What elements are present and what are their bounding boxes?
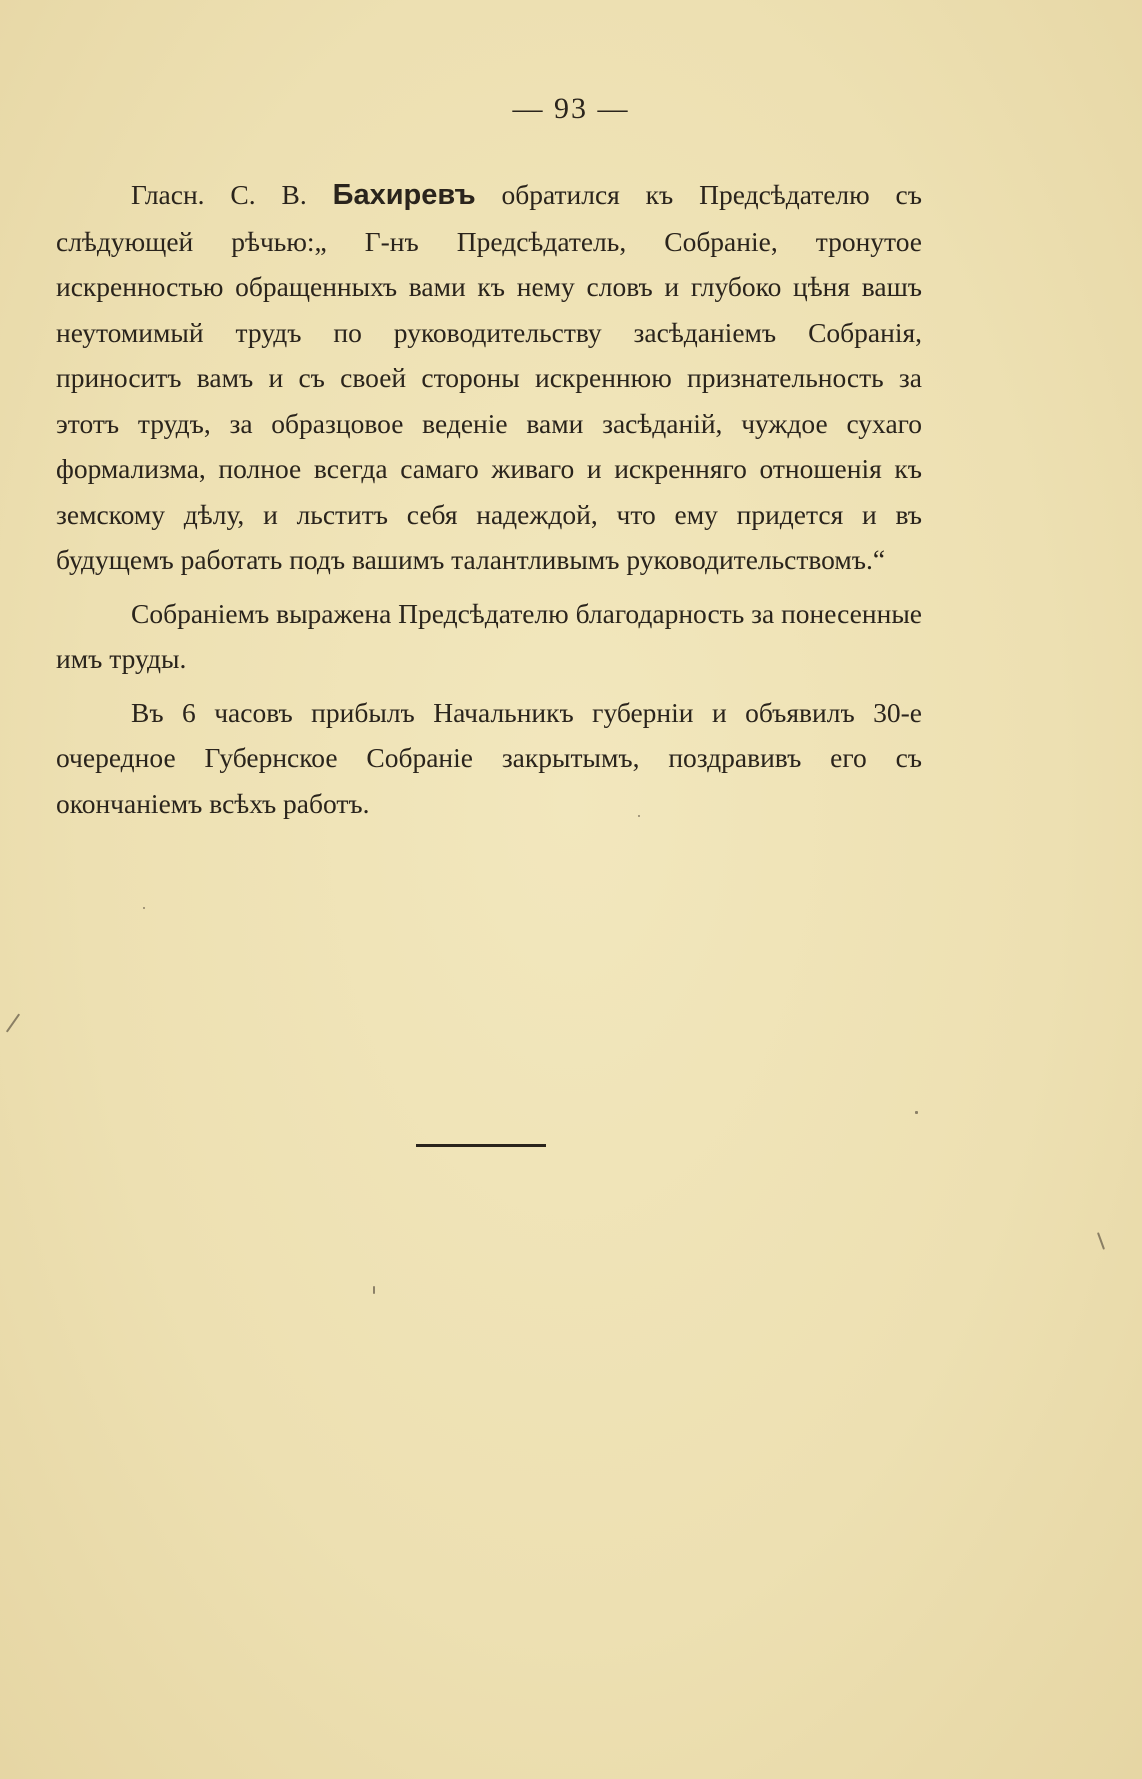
paragraph-thanks: Собраніемъ выражена Предсѣдателю благодарность за понесенные имъ труды. <box>56 597 923 674</box>
paper-speck <box>1097 1232 1105 1250</box>
body-text <box>56 172 922 826</box>
speech-text: обратился къ Предсѣдателю съ слѣдующей рѣчью:„ Г-нъ Предсѣдатель, Собраніе, тронутое искренностью обращенныхъ вами къ нему словъ и глубоко цѣня вашъ неутомимый трудъ по руководительству засѣданіемъ Собранія, приноситъ вамъ и съ своей стороны искреннюю признательность за этотъ трудъ, за образцовое веденіе вами засѣданій, чуждое сухаго формализма, полное всегда самаго живаго и искренняго отношенія къ земскому дѣлу, и льститъ себя надеждой, что ему придется и въ будущемъ работать подъ вашимъ талантливымъ руководительствомъ.“ <box>56 179 922 575</box>
paper-speck <box>373 1286 375 1294</box>
paper-speck <box>6 1013 20 1032</box>
paragraph-speech <box>56 172 922 583</box>
page-number: — 93 — <box>512 92 630 125</box>
speaker-name: Бахиревъ <box>332 179 476 211</box>
paper-speck <box>638 815 640 817</box>
paragraph-closing: Въ 6 часовъ прибылъ Начальникъ губерніи и объявилъ 30-е очередное Губернское Собраніе закрытымъ, поздравивъ его съ окончаніемъ всѣхъ работъ. <box>56 696 922 819</box>
section-divider <box>416 1144 546 1147</box>
paper-speck <box>143 907 145 909</box>
paper-speck <box>915 1111 918 1114</box>
speech-lead: Гласн. С. В. <box>131 179 333 210</box>
